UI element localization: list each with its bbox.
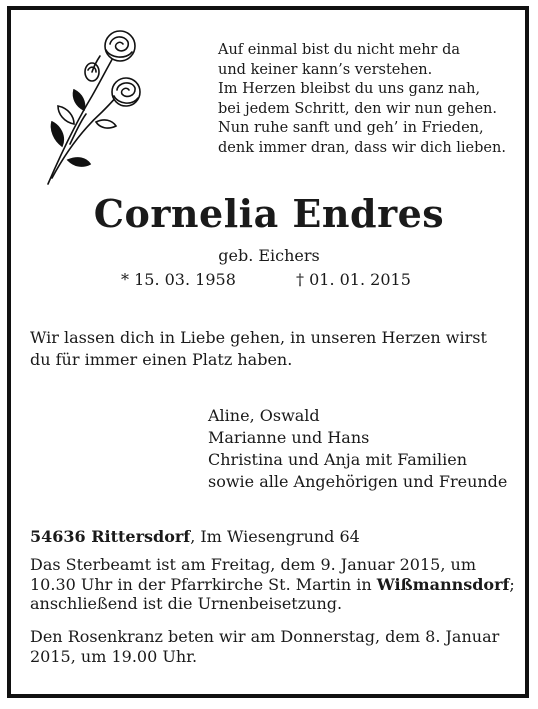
birth-date: * 15. 03. 1958 bbox=[121, 270, 236, 289]
poem-line: Nun ruhe sanft und geh’ in Frieden, bbox=[218, 120, 484, 137]
poem-line: Auf einmal bist du nicht mehr da bbox=[218, 42, 461, 58]
message-line: Wir lassen dich in Liebe gehen, in unseren Herzen wirst bbox=[30, 328, 487, 347]
birth-name: geb. Eichers bbox=[218, 246, 320, 265]
mourner: Marianne und Hans bbox=[208, 428, 370, 447]
mourner: sowie alle Angehörigen und Freunde bbox=[208, 472, 508, 491]
poem-line: Im Herzen bleibst du uns ganz nah, bbox=[218, 81, 481, 98]
funeral-line-end: ; bbox=[509, 574, 515, 594]
funeral-notice bbox=[30, 555, 515, 614]
deceased-name: Cornelia Endres bbox=[93, 191, 445, 236]
poem-line: bei jedem Schritt, den wir nun gehen. bbox=[218, 100, 497, 117]
rosary-line: 2015, um 19.00 Uhr. bbox=[30, 646, 198, 666]
funeral-line: anschließend ist die Urnenbeisetzung. bbox=[30, 594, 343, 613]
rosary-line: Den Rosenkranz beten wir am Donnerstag, dem 8. Januar bbox=[30, 627, 500, 646]
death-date: † 01. 01. 2015 bbox=[296, 270, 411, 289]
mourner: Christina und Anja mit Familien bbox=[208, 450, 468, 469]
funeral-line-text: 10.30 Uhr in der Pfarrkirche St. Martin in bbox=[30, 574, 377, 594]
poem bbox=[218, 41, 506, 159]
address-city: 54636 Rittersdorf bbox=[30, 527, 191, 546]
farewell-message bbox=[30, 327, 520, 371]
poem-line: und keiner kann’s verstehen. bbox=[218, 61, 433, 78]
address bbox=[30, 527, 360, 546]
funeral-line: Das Sterbeamt ist am Freitag, dem 9. Januar 2015, um bbox=[30, 555, 476, 574]
funeral-place: Wißmannsdorf bbox=[376, 574, 510, 594]
poem-line: denk immer dran, dass wir dich lieben. bbox=[218, 139, 506, 156]
mourner: Aline, Oswald bbox=[208, 406, 320, 425]
message-line: du für immer einen Platz haben. bbox=[30, 350, 293, 369]
rose-icon bbox=[40, 26, 148, 186]
address-street: , Im Wiesengrund 64 bbox=[190, 527, 360, 546]
funeral-line bbox=[30, 574, 515, 595]
rosary-notice bbox=[30, 627, 512, 666]
mourners-list bbox=[208, 405, 507, 493]
